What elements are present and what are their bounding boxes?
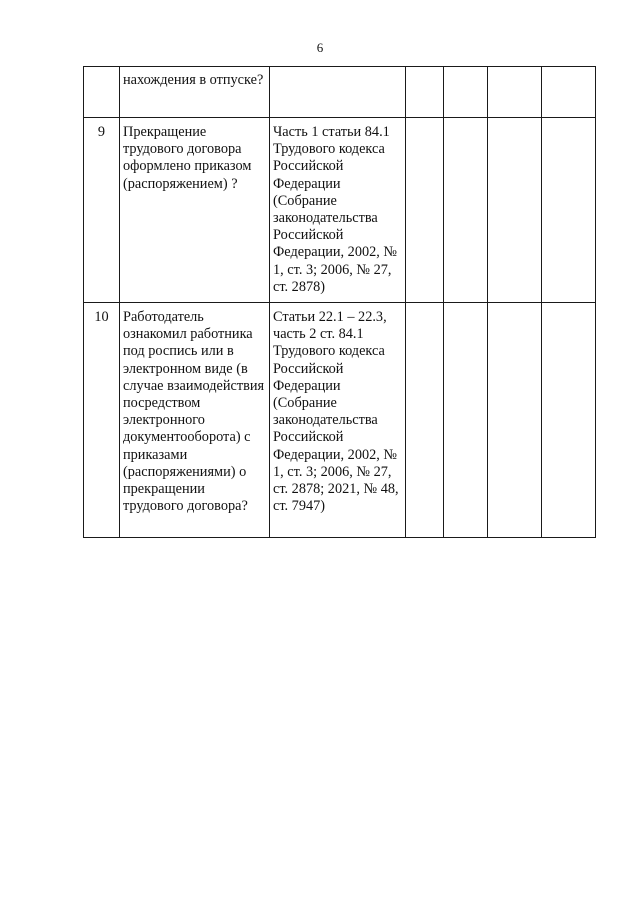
legal-reference-cell: Часть 1 статьи 84.1 Трудового кодекса Российской Федерации (Собрание законодательства Российской Федерации, 2002, № 1, ст. 3; 2006, № 27, ст. 2878): [270, 118, 406, 303]
checklist-table: [83, 66, 596, 538]
question-cell: нахождения в отпуске?: [120, 67, 270, 118]
row-number-cell: [84, 67, 120, 118]
table-row: [84, 118, 596, 303]
answer-yes-cell: [406, 303, 444, 538]
answer-no-cell: [444, 67, 488, 118]
page-number: 6: [316, 40, 324, 55]
legal-reference-cell: [270, 67, 406, 118]
legal-reference-cell: Статьи 22.1 – 22.3, часть 2 ст. 84.1 Трудового кодекса Российской Федерации (Собрание законодательства Российской Федерации, 2002, № 1, ст. 3; 2006, № 27, ст. 2878; 2021, № 48, ст. 7947): [270, 303, 406, 538]
table-row: [84, 303, 596, 538]
answer-yes-cell: [406, 67, 444, 118]
notes-cell: [542, 303, 596, 538]
table-row: [84, 67, 596, 118]
row-number-cell: 9: [84, 118, 120, 303]
answer-not-applicable-cell: [488, 118, 542, 303]
answer-yes-cell: [406, 118, 444, 303]
answer-not-applicable-cell: [488, 67, 542, 118]
notes-cell: [542, 67, 596, 118]
answer-not-applicable-cell: [488, 303, 542, 538]
row-number-cell: 10: [84, 303, 120, 538]
answer-no-cell: [444, 118, 488, 303]
question-cell: Работодатель ознакомил работника под роспись или в электронном виде (в случае взаимодействия посредством электронного документооборота) с приказами (распоряжениями) о прекращении трудового договора?: [120, 303, 270, 538]
question-cell: Прекращение трудового договора оформлено приказом (распоряжением) ?: [120, 118, 270, 303]
answer-no-cell: [444, 303, 488, 538]
notes-cell: [542, 118, 596, 303]
